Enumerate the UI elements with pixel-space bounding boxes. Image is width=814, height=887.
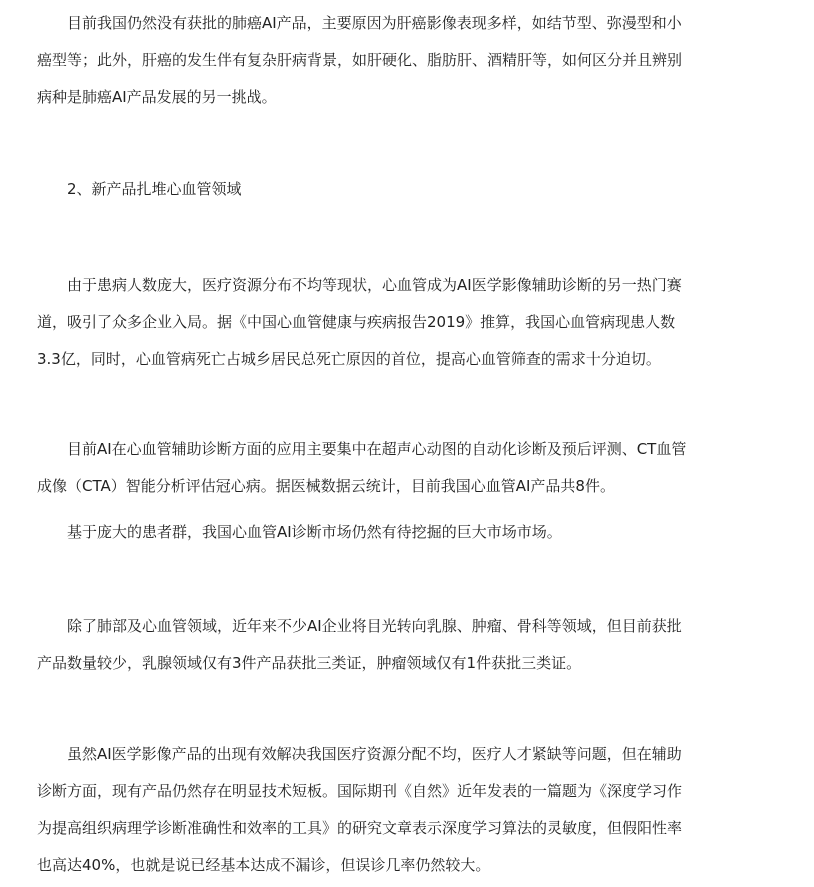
paragraph-line: 目前我国仍然没有获批的肺癌AI产品，主要原因为肝癌影像表现多样，如结节型、弥漫型和小: [67, 14, 682, 32]
paragraph-other-fields: [37, 608, 767, 682]
paragraph-line: 3.3亿，同时，心血管病死亡占城乡居民总死亡原因的首位，提高心血管筛查的需求十分迫切。: [37, 350, 661, 368]
paragraph-line: 为提高组织病理学诊断准确性和效率的工具》的研究文章表示深度学习算法的灵敏度，但假阳性率: [37, 819, 683, 837]
paragraph-line: 除了肺部及心血管领域，近年来不少AI企业将目光转向乳腺、肿瘤、骨科等领域，但目前获批: [67, 617, 682, 635]
paragraph-line: 诊断方面，现有产品仍然存在明显技术短板。国际期刊《自然》近年发表的一篇题为《深度学习作: [37, 782, 683, 800]
section-heading-cardiovascular: 2、新产品扎堆心血管领域: [67, 180, 242, 198]
paragraph-line: 由于患病人数庞大，医疗资源分布不均等现状，心血管成为AI医学影像辅助诊断的另一热门赛: [67, 276, 682, 294]
paragraph-liver-cancer-ai: [37, 5, 767, 116]
paragraph-line: 成像（CTA）智能分析评估冠心病。据医械数据云统计，目前我国心血管AI产品共8件。: [37, 477, 615, 495]
paragraph-cardiovascular-market: [67, 514, 767, 551]
paragraph-cardiovascular-demand: [37, 267, 767, 378]
paragraph-line: 目前AI在心血管辅助诊断方面的应用主要集中在超声心动图的自动化诊断及预后评测、CT血管: [67, 440, 687, 458]
paragraph-line: 基于庞大的患者群，我国心血管AI诊断市场仍然有待挖掘的巨大市场市场。: [67, 523, 562, 541]
paragraph-technical-limitations: [37, 736, 767, 884]
paragraph-cardiovascular-applications: [37, 431, 767, 505]
paragraph-line: 产品数量较少，乳腺领域仅有3件产品获批三类证，肿瘤领域仅有1件获批三类证。: [37, 654, 582, 672]
paragraph-line: 病种是肺癌AI产品发展的另一挑战。: [37, 88, 277, 106]
paragraph-line: 虽然AI医学影像产品的出现有效解决我国医疗资源分配不均，医疗人才紧缺等问题，但在辅助: [67, 745, 682, 763]
paragraph-line: 也高达40%，也就是说已经基本达成不漏诊，但误诊几率仍然较大。: [37, 856, 491, 874]
paragraph-line: 道，吸引了众多企业入局。据《中国心血管健康与疾病报告2019》推算，我国心血管病现患人数: [37, 313, 676, 331]
paragraph-line: 癌型等；此外，肝癌的发生伴有复杂肝病背景，如肝硬化、脂肪肝、酒精肝等，如何区分并且辨别: [37, 51, 683, 69]
